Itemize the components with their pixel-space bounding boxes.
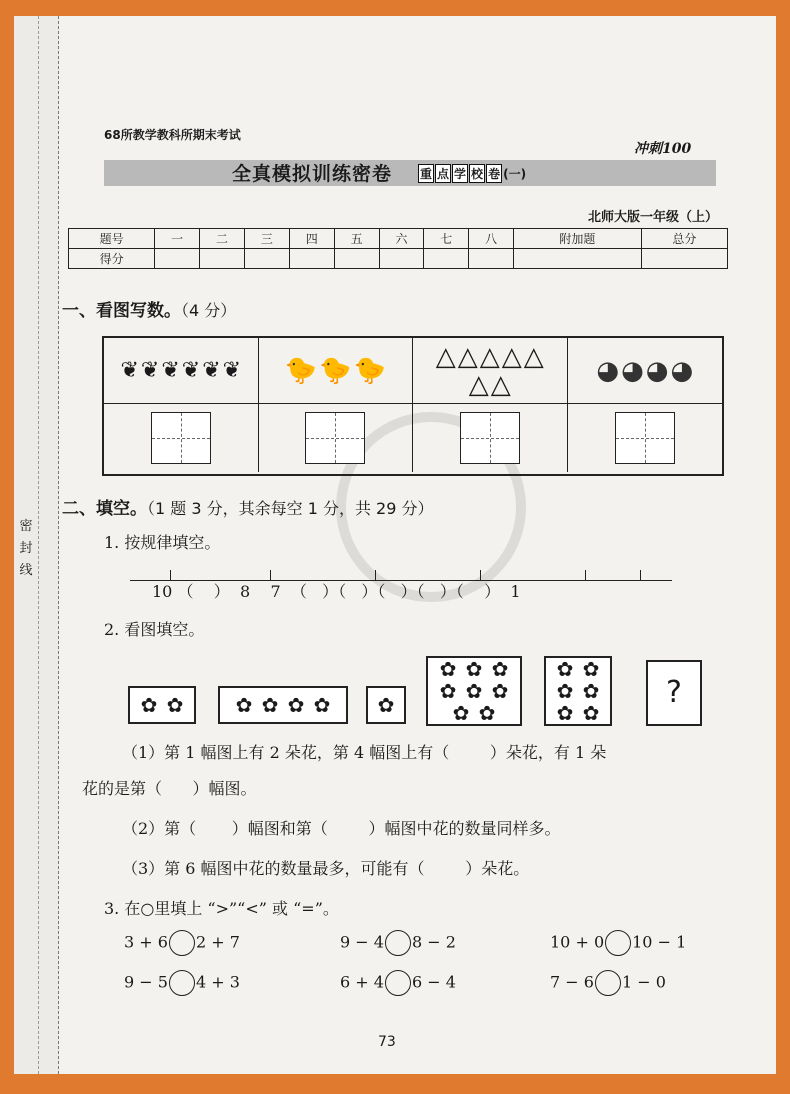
series-label: 68所教学教科所期末考试 [104,128,241,142]
left-expr: 10 + 0 [550,932,605,952]
triangle-icon: △ [523,341,544,372]
row-label: 得分 [69,249,155,269]
cap-icon: ◕ [596,355,620,386]
triangle-icon: △ [435,341,456,372]
right-expr: 8 − 2 [411,932,456,952]
fill-line-1: （1）第 1 幅图上有 2 朵花，第 4 幅图上有（ ）朵花，有 1 朵 [122,743,607,762]
flower-icon: ✿ [582,701,600,725]
chick-icon: 🐤 [284,355,318,386]
answer-box[interactable] [305,412,365,464]
score-cell[interactable] [424,249,469,269]
badge-char: 校 [469,164,485,183]
badge-char: 学 [452,164,468,183]
leaf-icon: ❦ [140,357,160,383]
left-expr: 6 + 4 [340,972,384,992]
flower-icon: ✿ [439,679,457,703]
score-cell[interactable] [155,249,200,269]
flower-icon: ✿ [465,657,483,681]
fill-line-3: （2）第（ ）幅图和第（ ）幅图中花的数量同样多。 [122,819,561,838]
triangle-icon: △ [490,369,511,400]
flower-icon: ✿ [287,693,305,717]
flower-icon: ✿ [439,657,457,681]
answer-cell [259,404,414,472]
answer-box[interactable] [460,412,520,464]
score-cell[interactable] [514,249,642,269]
score-cell[interactable] [641,249,727,269]
table-row [69,249,728,269]
right-expr: 6 − 4 [411,972,456,992]
answer-cell [413,404,568,472]
flower-icon [231,694,335,716]
flower-icon: ✿ [491,679,509,703]
column-header: 附加题 [514,229,642,249]
tick [640,570,641,580]
question-1-heading [62,296,236,321]
compare-circle[interactable] [605,930,631,956]
column-header: 八 [469,229,514,249]
score-table [68,228,728,269]
leaf-icon [111,357,251,385]
flower-icon [373,694,399,716]
column-header: 一 [155,229,200,249]
column-header: 四 [289,229,334,249]
compare-circle[interactable] [385,930,411,956]
picture-cell-leaves [104,338,259,404]
flower-icon: ✿ [478,701,496,725]
title-bar [104,160,716,186]
compare-circle[interactable] [595,970,621,996]
flower-icon: ✿ [261,693,279,717]
compare-circle[interactable] [169,930,195,956]
chick-icon: 🐤 [319,355,352,386]
number-line-values: 10 （ ） 8 7 （ ）（ ）（ ）（ ）（ ） 1 [152,582,521,601]
fill-line-4: （3）第 6 幅图中花的数量最多，可能有（ ）朵花。 [122,859,530,878]
flower-icon: ✿ [235,693,253,717]
triangle-icon: △ [479,341,500,372]
chick-icon [265,357,405,385]
triangle-icon: △ [457,341,478,372]
flower-box-2 [218,686,348,724]
picture-cell-triangles [413,338,568,404]
left-expr: 9 − 4 [340,932,384,952]
leaf-icon: ❦ [222,357,242,383]
column-header: 总分 [641,229,727,249]
triangle-icon: △ [501,341,522,372]
points-text: （1 题 3 分，其余每空 1 分，共 29 分） [147,499,434,518]
flower-icon [136,694,188,716]
flower-icon: ✿ [582,657,600,681]
right-expr: 1 − 0 [621,972,666,992]
heading-text: 一、看图写数。 [62,301,181,321]
column-header: 五 [334,229,379,249]
key-school-badge [418,164,526,183]
column-header: 七 [424,229,469,249]
flower-box-1 [128,686,196,724]
flower-box-4 [426,656,522,726]
heading-text: 二、填空。 [62,499,147,519]
column-header: 六 [379,229,424,249]
leaf-icon: ❦ [181,357,201,383]
comparison-item [550,930,686,956]
right-expr: 4 + 3 [195,972,240,992]
leaf-icon: ❦ [161,357,180,383]
left-expr: 3 + 6 [124,932,168,952]
binding-margin [14,16,59,1074]
flower-icon: ✿ [166,693,184,717]
chick-icon: 🐤 [353,355,386,386]
flower-icon: ✿ [377,693,395,717]
badge-char: 卷 [486,164,502,183]
right-expr: 10 − 1 [632,932,687,952]
sub-question-1: 1. 按规律填空。 [104,533,221,552]
target-label: 冲刺100 [634,141,692,157]
table-row [69,229,728,249]
page-title: 全真模拟训练密卷 [232,163,393,185]
comparison-item [124,930,240,956]
score-cell[interactable] [379,249,424,269]
edition-label: 北师大版一年级（上） [588,210,719,225]
score-cell[interactable] [200,249,245,269]
flower-icon [430,658,518,724]
score-cell[interactable] [289,249,334,269]
comparison-item [550,970,666,996]
flower-icon: ✿ [556,701,574,725]
comparison-item [124,970,240,996]
cap-icon [575,357,715,385]
flower-icon: ✿ [556,657,574,681]
answer-cell [104,404,259,472]
compare-circle[interactable] [169,970,195,996]
sub-question-3: 3. 在○里填上 “>”“<” 或 “=”。 [104,899,339,918]
page-number: 73 [378,1034,396,1050]
flower-icon: ✿ [556,679,574,703]
seal-line-label: 密封线 [19,519,33,578]
unknown-flower-box: ? [646,660,702,726]
flower-box-3 [366,686,406,724]
cap-icon: ◕ [670,355,694,386]
badge-char: 点 [435,164,451,183]
cap-icon: ◕ [621,355,644,386]
row-label: 题号 [69,229,155,249]
flower-icon: ✿ [313,693,331,717]
right-expr: 2 + 7 [195,932,240,952]
flower-icon: ✿ [452,701,470,725]
picture-cell-chicks [259,338,414,404]
triangle-icon [425,343,555,399]
score-cell[interactable] [469,249,514,269]
flower-box-5 [544,656,612,726]
leaf-icon: ❦ [202,357,221,383]
question-2-heading [62,494,434,519]
column-header: 二 [200,229,245,249]
score-cell[interactable] [244,249,289,269]
comparison-item [340,970,456,996]
compare-circle[interactable] [385,970,411,996]
answer-cell [568,404,723,472]
left-expr: 9 − 5 [124,972,168,992]
flower-icon: ✿ [582,679,600,703]
cap-icon: ◕ [645,355,669,386]
picture-grid [102,336,724,476]
flower-icon: ✿ [140,693,158,717]
tick [585,570,586,580]
picture-cell-caps [568,338,723,404]
flower-icon [547,658,609,724]
answer-box[interactable] [151,412,211,464]
points-text: （4 分） [181,301,237,320]
sub-question-2: 2. 看图填空。 [104,620,205,639]
triangle-icon: △ [468,369,489,400]
leaf-icon: ❦ [120,357,139,383]
badge-suffix: (一) [503,167,527,181]
flower-icon: ✿ [491,657,509,681]
column-header: 三 [244,229,289,249]
comparison-item [340,930,456,956]
score-cell[interactable] [334,249,379,269]
badge-char: 重 [418,164,434,183]
exam-page [14,16,776,1074]
left-expr: 7 − 6 [550,972,594,992]
fill-line-2: 花的是第（ ）幅图。 [82,779,257,798]
binding-dashed-line [38,16,40,1074]
flower-icon: ✿ [465,679,483,703]
answer-box[interactable] [615,412,675,464]
